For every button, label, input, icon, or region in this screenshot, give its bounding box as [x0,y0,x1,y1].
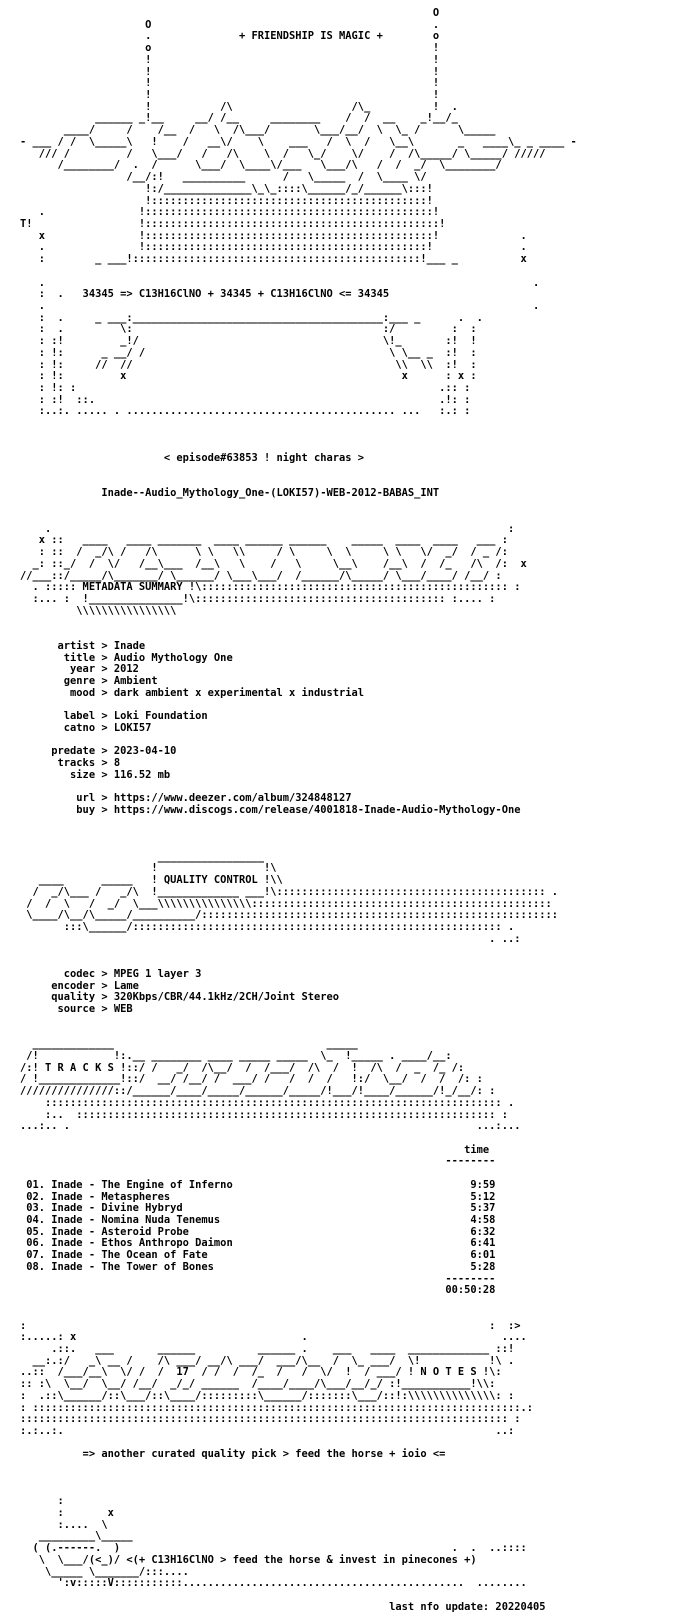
nfo-line: !:/______________\_\_::::\______/_/______\:::! [20,182,433,195]
nfo-line: : !: x x : x : [20,370,477,383]
nfo-line: buy > https://www.discogs.com/release/4001818-Inade-Audio-Mythology-One [20,803,521,816]
nfo-line: time [20,1143,490,1156]
nfo-line: 06. Inade - Ethos Anthropo Daimon 6:41 [20,1237,496,1250]
nfo-line: . . [20,299,540,312]
nfo-line: ! /\ /\_ ! . [20,100,458,113]
nfo-line: _________________ [20,850,264,863]
nfo-line: 07. Inade - The Ocean of Fate 6:01 [20,1249,496,1262]
nfo-line: /// / / \___/ / /\ \ / \_/ \/ / /\_____/ \_____/ ///// [20,147,546,160]
nfo-line: x :: ____ ____ _______ ____ ______ ______ _____ ____ ____ ___ : [20,534,508,547]
nfo-line: .::. ___ ______ ______ . ___ ____ _____________ ::! [20,1342,515,1355]
nfo-line: _________\_____ [20,1530,133,1543]
nfo-line: :::::::::::::::::::::::::::::::::::::::::::::::::::::::::::::::::::::::::::::: : [20,1413,521,1426]
nfo-line: : ::::::::::::::::::::::::::::::::::::::::::::::::::::::::::::::::::::::::::::::.: [20,1401,533,1414]
nfo-line: last nfo update: 20220405 [20,1600,546,1613]
nfo-line: . !::::::::::::::::::::::::::::::::::::::::::::::! [20,206,440,219]
nfo-line: source > WEB [20,1003,133,1016]
nfo-line: / _/\___ / _/\ !_____________ ___!\::::::::::::::::::::::::::::::::::::::::::: . [20,885,558,898]
nfo-line: :: :\ \__/ \__/ /__/ _/_/ ______ /____/____/\___/__/_/ :!___________!\\: [20,1378,496,1391]
nfo-line: => another curated quality pick > feed the horse + ioio <= [20,1448,446,1461]
nfo-line: ( (.------. ) . . ..:::: [20,1542,527,1555]
nfo-line: /! !:.__ ________ ____ _____ _____ \_ !_____ . ____/__: [20,1049,452,1062]
nfo-line: \_____ \_______/:::.... [20,1565,189,1578]
nfo-line: x !::::::::::::::::::::::::::::::::::::::::::::::! . [20,229,527,242]
nfo-line: -------- [20,1272,496,1285]
nfo-line: : : :> [20,1319,521,1332]
nfo-line: o ! [20,42,440,55]
nfo-line: . !:::::::::::::::::::::::::::::::::::::::::::::! . [20,241,527,254]
nfo-line: size > 116.52 mb [20,768,171,781]
nfo-line: 03. Inade - Divine Hybryd 5:37 [20,1202,496,1215]
nfo-line: \\\\\\\\\\\\\\\\ [20,604,177,617]
nfo-line: O [20,7,440,19]
nfo-line: codec > MPEG 1 layer 3 [20,967,202,980]
nfo-line: ____/ / /__ / \ /\___/ \___/__/ \ \_ / \_____ [20,124,496,137]
nfo-line: : x [20,1507,114,1519]
nfo-line: ///////////////::/______/____/_____/______/_____/!___/!____/______/!_/__/: : [20,1085,496,1098]
nfo-line: : [20,1495,64,1508]
nfo-line: ! !\ [20,862,277,875]
nfo-line: :.:..:. ..: [20,1424,515,1437]
nfo-line: :... : !_______________!\:::::::::::::::::::::::::::::::::::::::: :.... : [20,592,496,605]
nfo-line: ! ! [20,65,440,78]
nfo-line: :::\______/::::::::::::::::::::::::::::::::::::::::::::::::::::::::::: . [20,921,515,934]
nfo-line: / / \ / _/ \___\\\\\\\\\\\\\\\:::::::::::::::::::::::::::::::::::::::::::::::: [20,897,552,910]
nfo-line: : :: / _/\ / /\ \ \ \\ / \ \ \ \ \ \/ _/ / _ /: [20,546,508,559]
nfo-line: ...:.. . ...:... [20,1120,521,1133]
nfo-line: . + FRIENDSHIP IS MAGIC + o [20,30,440,43]
nfo-line: url > https://www.deezer.com/album/324848127 [20,792,352,805]
nfo-line: : . 34345 => C13H16ClNO + 34345 + C13H16ClNO <= 34345 [20,288,390,301]
nfo-line: . : [20,522,515,535]
nfo-line: T! !:::::::::::::::::::::::::::::::::::::::::::::::! [20,217,446,230]
nfo-line: /:! T R A C K S !::/ / _/ /\__/ / /___/ /\ / ! /\ / _ /_ /: [20,1061,465,1074]
nfo-line: : . \: :/ : : [20,323,477,336]
nfo-line: 04. Inade - Nomina Nuda Tenemus 4:58 [20,1214,496,1227]
nfo-line: quality > 320Kbps/CBR/44.1kHz/2CH/Joint Stereo [20,991,340,1004]
nfo-line: __:.:/ _\ __ / /\ ___/ __/\ ___/ ___/\__ / \_ ___/ \! !\ . [20,1354,515,1367]
nfo-line: ! ! [20,53,440,66]
nfo-line: ! ! [20,89,440,102]
nfo-line: . . [20,276,540,289]
nfo-line: /________/ . / \___/ \____\/___ \___/\ / / _/ \________/ [20,159,502,172]
nfo-line: artist > Inade [20,639,146,652]
nfo-line: 05. Inade - Asteroid Probe 6:32 [20,1225,496,1238]
nfo-line: . ::::: METADATA SUMMARY !\::::::::::::::::::::::::::::::::::::::::::::::::: : [20,581,521,594]
nfo-line: tracks > 8 [20,757,121,769]
nfo-line: \ \___/(<_)/ <(+ C13H16ClNO > feed the horse & invest in pinecones +) [20,1553,477,1566]
nfo-line: : !: : .:: : [20,382,471,394]
nfo-line: ::::::::::::::::::::::::::::::::::::::::::::::::::::::::::::::::::::::::: . [20,1096,515,1109]
nfo-line: predate > 2023-04-10 [20,745,177,758]
nfo-line: : :! ::. .!: : [20,393,471,406]
nfo-line: < episode#63853 ! night charas > [20,452,365,465]
nfo-line: : :! _!/ \!_ :! ! [20,335,477,348]
nfo-line: :.....: x . .... [20,1331,527,1344]
nfo-line: _: ::_/ / \/ /__\___ /__\ \ / \ \__\ /__\ / /_ /\ /: x [20,557,527,570]
nfo-line: Inade--Audio_Mythology_One-(LOKI57)-WEB-2012-BABAS_INT [20,487,440,500]
nfo-line: : _ ___!::::::::::::::::::::::::::::::::::::::::::::::!___ _ x [20,253,527,266]
nfo-text [20,8,577,1613]
nfo-line: O . [20,18,440,31]
nfo-line: 02. Inade - Metaspheres 5:12 [20,1190,496,1203]
nfo-line: : .::\______/::\___/::\____/:::::::::\______/:::::::\___/::!:\\\\\\\\\\\\\\: : [20,1389,515,1402]
nfo-line: label > Loki Foundation [20,710,208,723]
nfo-line: 00:50:28 [20,1284,496,1297]
nfo-line: : !: // // \\ \\ :! : [20,358,477,371]
nfo-line: . ..: [20,932,521,945]
nfo-line: _____________ _____ [20,1038,358,1051]
nfo-line: - ___ / / \_____\ ! / __\/ \ ___ / \ / \__\ _ ____\_ _ ____ - [20,135,577,148]
nfo-line: :.. ::::::::::::::::::::::::::::::::::::::::::::::::::::::::::::::::::: : [20,1108,508,1121]
nfo-line: 01. Inade - The Engine of Inferno 9:59 [20,1178,496,1191]
nfo-line: : . _ ___:________________________________________:___ _ . . [20,311,483,324]
nfo-line: mood > dark ambient x experimental x industrial [20,686,365,699]
nfo-line: ____ _____ ! QUALITY CONTROL !\\ [20,874,283,887]
nfo-line: :.... \ [20,1518,108,1531]
nfo-line: /__/:! __________ / \_____ / \____ \/ [20,171,427,184]
nfo-line: title > Audio Mythology One [20,651,233,664]
nfo-line: ! ! [20,77,440,90]
nfo-line: / !_____________!::/ __/ /__/ / ___/ / / / / !:/ \__/ / / /: : [20,1073,483,1086]
nfo-line: year > 2012 [20,663,139,676]
nfo-line: encoder > Lame [20,979,139,992]
nfo-line: catno > LOKI57 [20,721,152,734]
nfo-line: ':v:::::V:::::::::::............................................. ........ [20,1577,527,1590]
nfo-line: \____/\__/\_____/__________/::::::::::::::::::::::::::::::::::::::::::::::::::::::::: [20,909,558,922]
nfo-line: 08. Inade - The Tower of Bones 5:28 [20,1260,496,1273]
nfo-line: :..:. ..... . ........................................... ... :.: : [20,405,471,418]
nfo-line: genre > Ambient [20,674,158,687]
nfo-line: : !: _ __/ / \ \__ _ :! : [20,346,477,359]
nfo-line: !::::::::::::::::::::::::::::::::::::::::::::! [20,194,433,207]
nfo-line: ..:: /___/__\ \/ / / 17 / / / /_ / / \/ ! / ___/ ! N O T E S !\: [20,1366,502,1379]
nfo-line: //___::/_____/\_______/ \______/ \___\___/ /______/\_____/ \___/____/ /__/ : [20,569,502,582]
nfo-line: -------- [20,1155,496,1168]
nfo-line: ______ _!__ __/ /__ ________ / / __ _!__/_ [20,112,458,125]
